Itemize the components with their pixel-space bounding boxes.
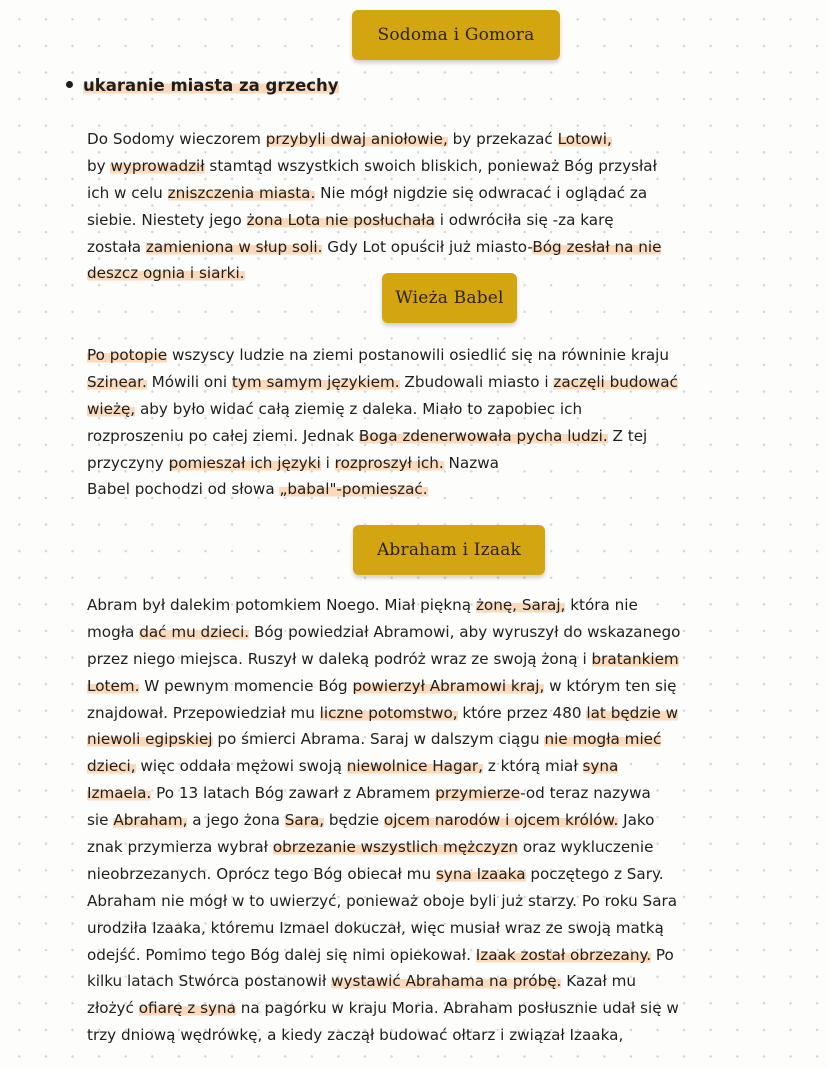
text-segment: na pagórku w kraju Moria. Abraham posłusznie udał się w <box>235 999 679 1018</box>
text-line <box>87 700 777 727</box>
bullet-text: ukaranie miasta za grzechy <box>83 76 339 95</box>
highlighted-text: dać mu dzieci. <box>139 622 250 641</box>
text-segment: Z tej <box>607 426 648 445</box>
section-title-babel-text: Wieża Babel <box>395 288 504 308</box>
text-line <box>87 207 777 234</box>
highlighted-text: przybyli dwaj aniołowie, <box>265 130 448 148</box>
highlighted-text: niewolnice Hagar, <box>346 757 483 776</box>
highlighted-text: Lotem. <box>87 676 140 695</box>
text-line <box>87 1022 777 1049</box>
highlighted-text: Po potopie <box>87 346 168 364</box>
text-segment: Nazwa <box>443 453 499 472</box>
text-line <box>87 807 777 834</box>
text-segment: W pewnym momencie Bóg <box>139 676 353 695</box>
highlighted-text: Abraham, <box>113 811 188 830</box>
text-segment: Nie mógł nigdzie się odwracać i oglądać za <box>315 183 648 202</box>
text-segment: i odwróciła się -za karę <box>434 210 614 229</box>
text-segment: po śmierci Abrama. Saraj w dalszym ciągu <box>212 730 545 749</box>
highlighted-text: niewoli egipskiej <box>87 730 213 749</box>
text-line <box>87 834 777 861</box>
highlighted-text: rozproszył ich. <box>334 453 444 472</box>
bullet-point <box>66 76 339 95</box>
text-segment: Mówili oni <box>146 372 232 391</box>
highlighted-text: tym samym językiem. <box>231 372 400 391</box>
text-line <box>87 753 777 780</box>
text-segment: sie <box>87 811 114 830</box>
text-segment: oraz wykluczenie <box>518 838 654 857</box>
highlighted-text: wyprowadził <box>110 156 205 175</box>
text-line <box>87 726 777 753</box>
text-segment: urodziła Izaaka, któremu Izmael dokuczał, więc musiał wraz ze swoją matką <box>87 918 664 937</box>
text-segment: odejść. Pomimo tego Bóg dalej się nimi opiekował. <box>87 945 476 964</box>
section-title-sodoma-text: Sodoma i Gomora <box>377 25 535 45</box>
text-line <box>87 673 777 700</box>
highlighted-text: powierzył Abramowi kraj, <box>352 676 545 695</box>
text-segment: i <box>320 453 335 472</box>
text-segment: mogła <box>87 622 140 641</box>
text-line <box>87 234 777 261</box>
text-segment: wszyscy ludzie na ziemi postanowili osiedlić się na równinie kraju <box>167 346 670 364</box>
highlighted-text: dzieci, <box>87 757 136 776</box>
text-segment: trzy dniową wędrówkę, a kiedy zaczął budować ołtarz i związał Izaaka, <box>87 1026 624 1045</box>
highlighted-text: bratankiem <box>591 649 679 668</box>
highlighted-text: nie mogła mieć <box>544 730 662 749</box>
paragraph-sodoma <box>87 126 777 287</box>
text-line <box>87 780 777 807</box>
highlighted-text: żona Lota nie posłuchała <box>246 210 435 229</box>
text-segment: by przekazać <box>447 130 558 148</box>
highlighted-text: obrzezanie wszystlich mężczyzn <box>272 838 519 857</box>
highlighted-text: syna Izaaka <box>435 864 526 883</box>
highlighted-text: Bóg zesłał na nie <box>532 237 662 256</box>
text-line <box>87 968 777 995</box>
text-line <box>87 861 777 888</box>
highlighted-text: ojcem narodów i ojcem królów. <box>383 811 619 830</box>
text-segment: kilku latach Stwórca postanowił <box>87 972 332 991</box>
text-line <box>87 888 777 915</box>
text-segment: Gdy Lot opuścił już miasto- <box>322 237 533 256</box>
text-segment: Abram był dalekim potomkiem Noego. Miał piękną <box>87 596 476 614</box>
text-segment: stamtąd wszystkich swoich bliskich, ponieważ Bóg przysłał <box>204 156 657 175</box>
highlighted-text: Boga zdenerwowała pycha ludzi. <box>358 426 608 445</box>
text-line <box>87 450 777 477</box>
highlighted-text: liczne potomstwo, <box>319 703 458 722</box>
text-segment: rozproszeniu po całej ziemi. Jednak <box>87 426 359 445</box>
bullet-dot-icon <box>66 81 73 88</box>
highlighted-text: deszcz ognia i siarki. <box>87 264 245 283</box>
text-segment: została <box>87 237 146 256</box>
highlighted-text: zniszczenia miasta. <box>167 183 316 202</box>
text-line <box>87 592 777 619</box>
highlighted-text: przymierze <box>435 784 521 803</box>
text-line <box>87 476 777 503</box>
highlighted-text: Lotowi, <box>557 130 612 148</box>
highlighted-text: Szinear. <box>87 372 147 391</box>
text-segment: które przez 480 <box>457 703 587 722</box>
text-segment: znajdował. Przepowiedział mu <box>87 703 320 722</box>
text-segment: Jako <box>618 811 655 830</box>
text-segment: złożyć <box>87 999 139 1018</box>
text-segment: która nie <box>565 596 638 614</box>
text-segment: Kazał mu <box>561 972 637 991</box>
text-segment: Bóg powiedział Abramowi, aby wyruszył do wskazanego <box>249 622 681 641</box>
highlighted-text: ofiarę z syna <box>138 999 236 1018</box>
text-line <box>87 180 777 207</box>
highlighted-text: lat będzie w <box>586 703 679 722</box>
section-title-babel <box>382 273 517 323</box>
text-line <box>87 619 777 646</box>
highlighted-text: „babal"-pomieszać. <box>279 480 428 499</box>
text-line <box>87 369 777 396</box>
text-segment: więc oddała mężowi swoją <box>135 757 347 776</box>
text-segment: będzie <box>324 811 384 830</box>
text-segment: w którym ten się <box>544 676 677 695</box>
text-line <box>87 423 777 450</box>
text-line <box>87 995 777 1022</box>
text-segment: nieobrzezanych. Oprócz tego Bóg obiecał mu <box>87 864 436 883</box>
text-segment: przez niego miejsca. Ruszył w daleką podróż wraz ze swoją żoną i <box>87 649 592 668</box>
paragraph-abraham <box>87 592 777 1049</box>
text-segment: a jego żona <box>187 811 285 830</box>
text-segment: aby było widać całą ziemię z daleka. Miało to zapobiec ich <box>135 399 583 418</box>
text-segment: poczętego z Sary. <box>525 864 664 883</box>
text-line <box>87 646 777 673</box>
text-segment: Abraham nie mógł w to uwierzyć, ponieważ oboje byli już starzy. Po roku Sara <box>87 891 678 910</box>
text-segment: Po <box>651 945 674 964</box>
text-segment: ich w celu <box>87 183 168 202</box>
highlighted-text: wystawić Abrahama na próbę. <box>331 972 562 991</box>
section-title-sodoma <box>352 10 560 60</box>
text-segment: znak przymierza wybrał <box>87 838 273 857</box>
text-line <box>87 342 777 369</box>
text-segment: przyczyny <box>87 453 169 472</box>
highlighted-text: syna <box>582 757 619 776</box>
text-segment: Babel pochodzi od słowa <box>87 480 280 499</box>
text-segment: by <box>87 156 111 175</box>
text-segment: Do Sodomy wieczorem <box>87 130 266 148</box>
highlighted-text: zaczęli budować <box>553 372 678 391</box>
highlighted-text: Sara, <box>284 811 325 830</box>
paragraph-babel <box>87 342 777 503</box>
highlighted-text: pomieszał ich języki <box>168 453 321 472</box>
text-segment: z którą miał <box>483 757 583 776</box>
text-segment: Po 13 latach Bóg zawarł z Abramem <box>151 784 436 803</box>
text-line <box>87 153 777 180</box>
highlighted-text: Izmaela. <box>87 784 152 803</box>
text-segment: siebie. Niestety jego <box>87 210 247 229</box>
text-line <box>87 396 777 423</box>
highlighted-text: żonę, Saraj, <box>475 596 566 614</box>
text-line <box>87 942 777 969</box>
highlighted-text: zamieniona w słup soli. <box>145 237 323 256</box>
section-title-abraham-text: Abraham i Izaak <box>376 540 522 560</box>
highlighted-text: Izaak został obrzezany. <box>475 945 652 964</box>
section-title-abraham <box>353 525 545 575</box>
text-line <box>87 915 777 942</box>
highlighted-text: wieżę, <box>87 399 136 418</box>
text-segment: -od teraz nazywa <box>520 784 651 803</box>
text-segment: Zbudowali miasto i <box>399 372 554 391</box>
text-line <box>87 126 777 153</box>
